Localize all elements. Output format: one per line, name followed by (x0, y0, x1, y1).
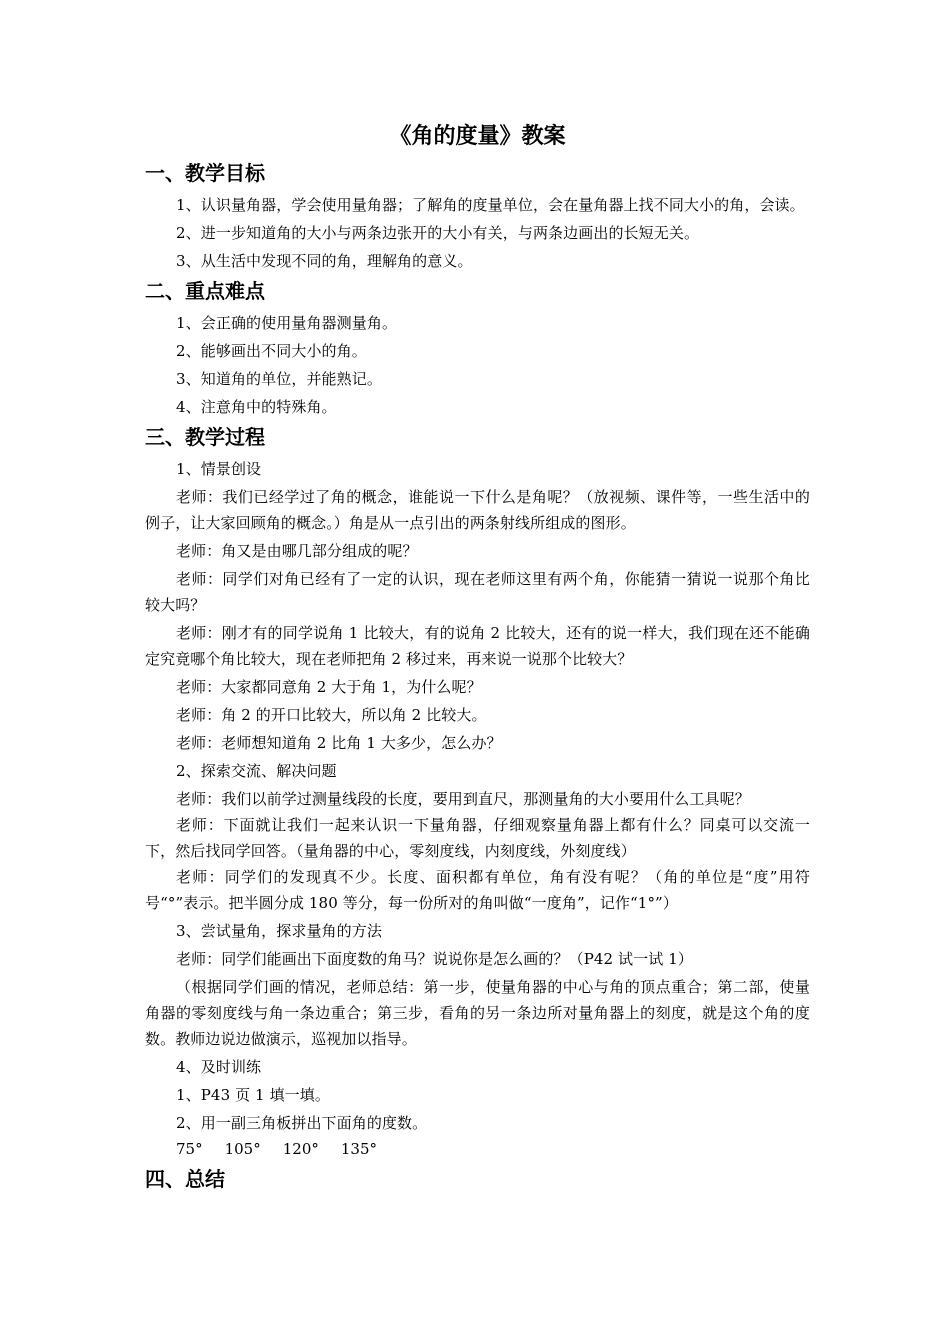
paragraph: 老师：同学们能画出下面度数的角马？说说你是怎么画的？（P42 试一试 1） (176, 950, 693, 968)
page-title: 《角的度量》教案 (389, 124, 566, 149)
paragraph: 4、注意角中的特殊角。 (176, 398, 337, 416)
paragraph: 老师：角又是由哪几部分组成的呢？ (176, 542, 418, 560)
paragraph: 老师：老师想知道角 2 比角 1 大多少，怎么办？ (176, 734, 502, 752)
paragraph: 4、及时训练 (176, 1058, 262, 1076)
paragraph: 3、从生活中发现不同的角，理解角的意义。 (176, 252, 473, 270)
document-body (145, 118, 810, 1196)
paragraph: 1、P43 页 1 填一填。 (176, 1086, 330, 1104)
degree-list (145, 1136, 810, 1162)
paragraph: 1、认识量角器，学会使用量角器；了解角的度量单位，会在量角器上找不同大小的角，会读。 (176, 196, 805, 214)
paragraph: 老师：我们已经学过了角的概念，谁能说一下什么是角呢？（放视频、课件等，一些生活中的例子，让大家回顾角的概念。）角是从一点引出的两条射线所组成的图形。 (145, 488, 810, 532)
degree-value: 105° (224, 1140, 261, 1158)
section-heading-goals: 一、教学目标 (145, 161, 265, 185)
degree-value: 135° (340, 1140, 378, 1158)
paragraph: 老师：下面就让我们一起来认识一下量角器，仔细观察量角器上都有什么？同桌可以交流一下，然后找同学回答。（量角器的中心，零刻度线，内刻度线，外刻度线） (145, 816, 810, 860)
paragraph: （根据同学们画的情况，老师总结：第一步，使量角器的中心与角的顶点重合；第二部，使量角器的零刻度线与角一条边重合；第三步，看角的另一条边所对量角器上的刻度，就是这个角的度数。教师边说边做演示，巡视加以指导。 (145, 978, 810, 1048)
section-heading-keypoints: 二、重点难点 (145, 279, 265, 303)
paragraph: 老师：同学们的发现真不少。长度、面积都有单位，角有没有呢？（角的单位是“度”用符号“°”表示。把半圆分成 180 等分，每一份所对的角叫做“一度角”，记作“1°”） (145, 868, 810, 912)
paragraph: 3、知道角的单位，并能熟记。 (176, 370, 382, 388)
section-heading-summary: 四、总结 (145, 1167, 225, 1191)
paragraph: 老师：刚才有的同学说角 1 比较大，有的说角 2 比较大，还有的说一样大，我们现在还不能确定究竟哪个角比较大，现在老师把角 2 移过来，再来说一说那个比较大？ (145, 624, 810, 668)
paragraph: 老师：大家都同意角 2 大于角 1，为什么呢？ (176, 678, 482, 696)
paragraph: 2、进一步知道角的大小与两条边张开的大小有关，与两条边画出的长短无关。 (176, 224, 700, 242)
paragraph: 老师：角 2 的开口比较大，所以角 2 比较大。 (176, 706, 487, 724)
degree-value: 75° (176, 1140, 203, 1158)
section-heading-process: 三、教学过程 (145, 425, 265, 449)
paragraph: 2、用一副三角板拼出下面角的度数。 (176, 1114, 428, 1132)
paragraph: 3、尝试量角，探求量角的方法 (176, 922, 382, 940)
paragraph: 2、能够画出不同大小的角。 (176, 342, 367, 360)
degree-value: 120° (282, 1140, 319, 1158)
paragraph: 1、会正确的使用量角器测量角。 (176, 314, 398, 332)
paragraph: 老师：我们以前学过测量线段的长度，要用到直尺，那测量角的大小要用什么工具呢？ (176, 790, 750, 808)
paragraph: 1、情景创设 (176, 460, 262, 478)
paragraph: 老师：同学们对角已经有了一定的认识，现在老师这里有两个角，你能猜一猜说一说那个角比较大吗？ (145, 570, 810, 614)
paragraph: 2、探索交流、解决问题 (176, 762, 337, 780)
